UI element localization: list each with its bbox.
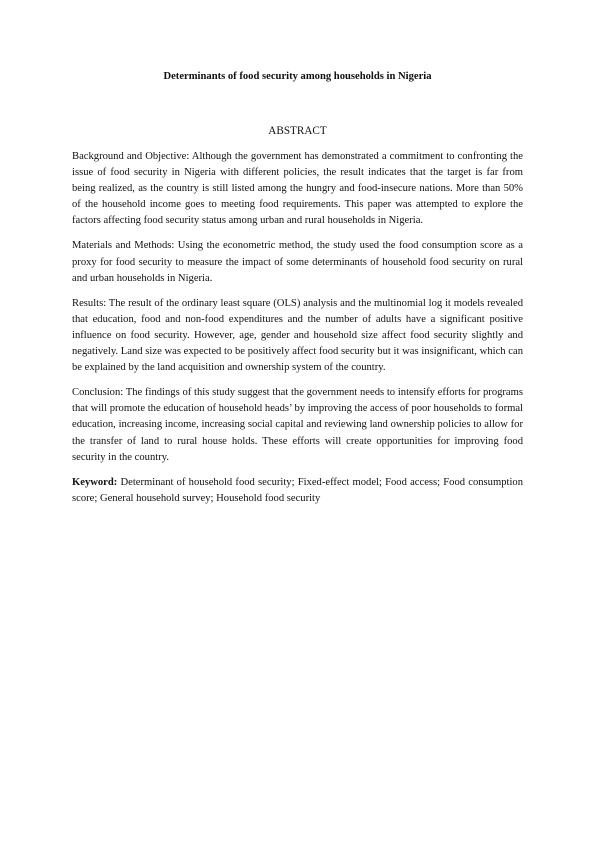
abstract-heading: ABSTRACT (268, 125, 327, 137)
abstract-paragraph-background: Background and Objective: Although the government has demonstrated a commitment to confronting the issue of food security in Nigeria with different policies, the result indicates that the target is far from being realized, as the country is still listed among the hungry and food-insecure nations. More than 50% of the household income goes to meeting food requirements. This paper was attempted to explore the factors affecting food security status among urban and rural households in Nigeria. (72, 151, 523, 227)
abstract-paragraph-results: Results: The result of the ordinary least square (OLS) analysis and the multinomial log it models revealed that education, food and non-food expenditures and the number of adults have a significant positive influence on food security. However, age, gender and household size affect food security slightly and negatively. Land size was expected to be positively affect food security but it was insignificant, which can be explained by the land acquisition and ownership system of the country. (72, 297, 523, 374)
abstract-paragraph-conclusion: Conclusion: The findings of this study suggest that the government needs to intensify efforts for programs that will promote the education of household heads’ by improving the access of poor households to formal education, increasing income, increasing social capital and reviewing land ownership policies to allow for the transfer of land to rural house holds. These efforts will create opportunities for improving food security in the country. (72, 387, 523, 463)
paper-title: Determinants of food security among households in Nigeria (163, 71, 432, 82)
keywords-text: Determinant of household food security; Fixed-effect model; Food access; Food consumption score; General household survey; Household food security (72, 476, 523, 504)
keywords-paragraph (72, 475, 523, 507)
abstract-paragraph-methods: Materials and Methods: Using the econometric method, the study used the food consumption score as a proxy for food security to measure the impact of some determinants of household food security on rural and urban households in Nigeria. (72, 240, 523, 284)
keywords-label: Keyword: (72, 476, 118, 488)
abstract-body (72, 149, 523, 516)
